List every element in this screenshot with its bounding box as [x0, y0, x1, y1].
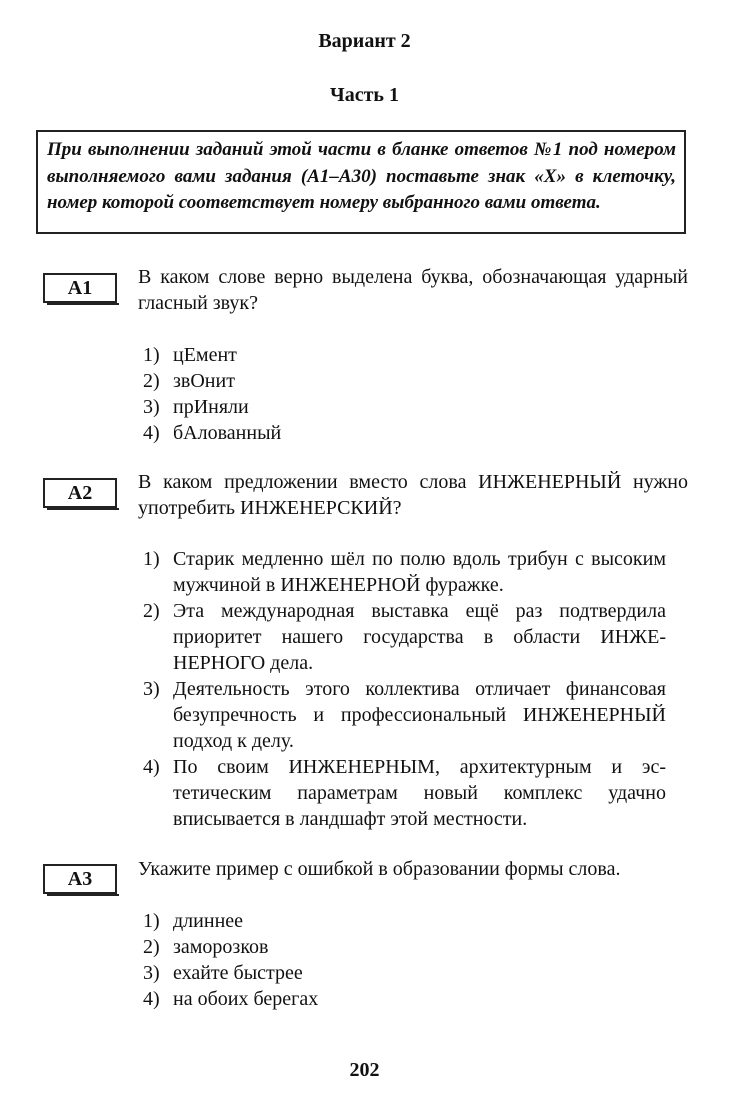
question-label-a3: А3	[43, 864, 117, 894]
option-text: ехайте быстрее	[173, 962, 303, 984]
option-a2-4	[143, 754, 666, 832]
variant-title: Вариант 2	[318, 30, 411, 52]
option-number: 4)	[143, 756, 160, 778]
option-number: 2)	[143, 600, 160, 622]
option-a1-1	[143, 342, 666, 368]
question-label-a1: А1	[43, 273, 117, 303]
option-text: бАлованный	[173, 422, 282, 444]
option-number: 1)	[143, 910, 160, 932]
option-text: заморозков	[173, 936, 269, 958]
option-text: прИняли	[173, 396, 249, 418]
option-text: Старик медленно шёл по полю вдоль трибун с высоким мужчиной в ИНЖЕНЕРНОЙ фуражке.	[173, 548, 666, 596]
option-number: 4)	[143, 422, 160, 444]
question-text-a1: В каком слове верно выделена буква, обозначающая ударный гласный звук?	[138, 266, 688, 314]
option-a2-1	[143, 546, 666, 598]
option-number: 1)	[143, 344, 160, 366]
option-number: 2)	[143, 936, 160, 958]
page-number: 202	[349, 1059, 380, 1081]
option-text: на обоих берегах	[173, 988, 319, 1010]
options-a3	[143, 908, 666, 1012]
question-text-a3: Укажите пример с ошибкой в образовании формы слова.	[138, 858, 621, 880]
option-number: 3)	[143, 396, 160, 418]
option-a2-2	[143, 598, 666, 676]
option-a3-3	[143, 960, 666, 986]
option-a3-1	[143, 908, 666, 934]
option-number: 1)	[143, 548, 160, 570]
option-a2-3	[143, 676, 666, 754]
option-a1-2	[143, 368, 666, 394]
part-title: Часть 1	[330, 84, 399, 106]
question-text-a2: В каком предложении вместо слова ИНЖЕНЕРНЫЙ нужно употребить ИНЖЕНЕРСКИЙ?	[138, 471, 688, 519]
option-text: По своим ИНЖЕНЕРНЫМ, архитектурным и эстетическим параметрам новый комплекс удачно вписывается в ландшафт этой местности.	[173, 756, 666, 830]
option-number: 3)	[143, 678, 160, 700]
option-text: длиннее	[173, 910, 244, 932]
option-a3-4	[143, 986, 666, 1012]
options-a1	[143, 342, 666, 446]
option-number: 2)	[143, 370, 160, 392]
option-text: Эта международная выставка ещё раз подтвердила приоритет нашего государства в области ИНЖЕНЕРНОГО дела.	[173, 600, 666, 674]
instruction-box: При выполнении заданий этой части в бланке ответов №1 под номером выполняемого вами задания (А1–А30) поставьте знак «Х» в клеточку, номер которой соответствует номеру выбранного вами ответа.	[36, 130, 686, 234]
option-a1-4	[143, 420, 666, 446]
question-label-a2: А2	[43, 478, 117, 508]
option-text: звОнит	[173, 370, 235, 392]
option-text: цЕмент	[173, 344, 237, 366]
option-a3-2	[143, 934, 666, 960]
option-a1-3	[143, 394, 666, 420]
options-a2	[143, 546, 666, 832]
option-text: Деятельность этого коллектива отличает финансовая безупречность и профессиональный ИНЖЕНЕРНЫЙ подход к делу.	[173, 678, 666, 752]
option-number: 3)	[143, 962, 160, 984]
option-number: 4)	[143, 988, 160, 1010]
